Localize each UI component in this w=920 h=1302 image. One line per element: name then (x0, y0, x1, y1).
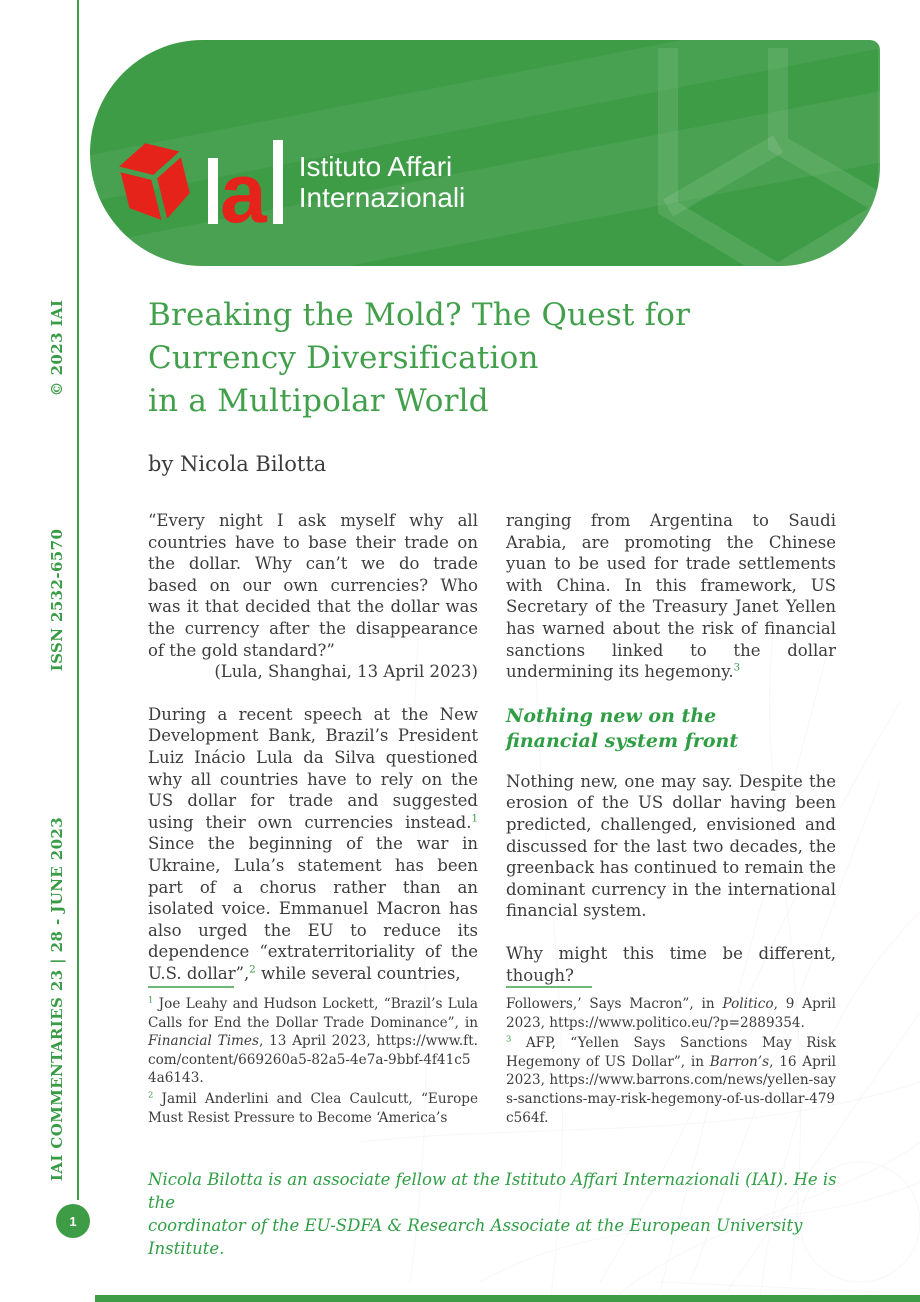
article-byline: by Nicola Bilotta (148, 452, 327, 476)
opening-quote: “Every night I ask myself why all countries have to base their trade on the dollar. Why can’t we do trade based on our own currencies? Who was it that decided that the dollar was the currency after the disappearance of the gold standard?” (148, 511, 478, 660)
paragraph: Nothing new, one may say. Despite the erosion of the US dollar having been predicted, challenged, envisioned and discussed for the last two decades, the greenback has continued to remain the dominant currency in the international financial system. (506, 771, 836, 921)
title-line: in a Multipolar World (148, 383, 489, 419)
footnote-rule (506, 986, 592, 988)
sidebar-divider-line (77, 0, 79, 1200)
footnote-number: 3 (506, 1033, 512, 1044)
footnote-text: Joe Leahy and Hudson Lockett, “Brazil’s Lula Calls for End the Dollar Trade Dominance”, in (148, 996, 478, 1031)
iai-cube-icon (118, 136, 192, 228)
section-heading: Nothing new on the financial system front (506, 704, 739, 752)
body-column-right (506, 510, 836, 1007)
title-line: Breaking the Mold? The Quest for (148, 297, 691, 333)
footnote-number: 1 (148, 994, 154, 1005)
paragraph: Why might this time be different, though? (506, 943, 836, 985)
quote-attribution: (Lula, Shanghai, 13 April 2023) (214, 662, 478, 682)
footnote-text: Followers,’ Says Macron”, in (506, 996, 723, 1012)
footnote-ref-2[interactable]: 2 (249, 964, 256, 976)
author-bio-line: Nicola Bilotta is an associate fellow at the Istituto Affari Internazionali (IAI). He is the (148, 1170, 837, 1212)
title-line: Currency Diversification (148, 340, 539, 376)
iai-wordmark (208, 140, 283, 240)
body-column-left (148, 510, 478, 1005)
footnote-2-continued (506, 995, 836, 1032)
footnote-link[interactable]: https://www.ft.com/content/669260a5-82a5-4e7a-9bbf-4f41c54a6143 (148, 1033, 478, 1087)
paragraph-text: Since the beginning of the war in Ukraine, Lula’s statement has been part of a chorus rather than an isolated voice. Emmanuel Macron has also urged the EU to reduce its dependence “extraterritoriality of the U.S. dollar”, (148, 834, 478, 983)
footnote-text: . (544, 1109, 549, 1126)
footnote-source: Barron’s (709, 1053, 770, 1070)
footnote-2 (148, 1090, 478, 1127)
footnote-text: , 16 April 2023, (506, 1053, 836, 1089)
footnote-rule (148, 986, 234, 988)
wordmark-letter: a (220, 146, 267, 240)
iai-logo (118, 136, 466, 240)
footnote-number: 2 (148, 1089, 154, 1100)
header-banner (90, 40, 880, 266)
paragraph-text: ranging from Argentina to Saudi Arabia, are promoting the Chinese yuan to be used for trade settlements with China. In this framework, US Secretary of the Treasury Janet Yellen has warned about the risk of financial sanctions linked to the dollar undermining its hegemony. (506, 511, 836, 682)
sidebar-copyright: © 2023 IAI (48, 299, 66, 397)
footnote-1 (148, 995, 478, 1088)
footnote-link[interactable]: https://www.politico.eu/?p=2889354 (549, 1014, 801, 1031)
page-number-badge: 1 (56, 1204, 90, 1238)
wordmark-bar (208, 158, 218, 224)
footer-bar (95, 1295, 920, 1302)
footnote-source: Politico (722, 996, 774, 1012)
footnote-3 (506, 1034, 836, 1127)
author-bio-line: coordinator of the EU-SDFA & Research Associate at the European University Institute. (148, 1216, 803, 1258)
org-name-line1: Istituto Affari (298, 151, 453, 182)
footnote-link[interactable]: https://www.barrons.com/news/yellen-says-sanctions-may-risk-hegemony-of-us-dollar-479c564f (506, 1072, 836, 1126)
footnotes-left (148, 986, 478, 1129)
footnote-text: , 9 April 2023, (506, 996, 836, 1031)
article-title (148, 294, 848, 423)
org-name-line2: Internazionali (298, 182, 466, 213)
footnotes-right (506, 986, 836, 1129)
footnote-text: , 13 April 2023, (258, 1033, 377, 1050)
footnote-text: . (800, 1014, 805, 1031)
footnote-text: AFP, “Yellen Says Sanctions May Risk Hegemony of US Dollar”, in (506, 1035, 836, 1070)
cube-watermark-icon (658, 48, 880, 266)
footnote-source: Financial Times (148, 1033, 259, 1050)
footnote-ref-3[interactable]: 3 (733, 662, 741, 674)
sidebar-issn: ISSN 2532-6570 (48, 528, 66, 672)
author-bio (148, 1168, 858, 1260)
sidebar-series-label: IAI COMMENTARIES 23 | 28 - JUNE 2023 (48, 816, 66, 1182)
footnote-ref-1[interactable]: 1 (471, 813, 478, 825)
footnote-text: . (199, 1070, 204, 1087)
paragraph (148, 704, 478, 985)
wordmark-bar (273, 140, 283, 224)
footnote-text: Jamil Anderlini and Clea Caulcutt, “Europe Must Resist Pressure to Become ‘America’s (148, 1090, 478, 1126)
paragraph (506, 510, 836, 683)
org-name (299, 151, 466, 213)
paragraph-text: During a recent speech at the New Development Bank, Brazil’s President Luiz Inácio Lula da Silva questioned why all countries have to rely on the US dollar for trade and suggested using their own currencies instead. (148, 704, 478, 832)
paragraph-text: while several countries, (255, 963, 461, 983)
